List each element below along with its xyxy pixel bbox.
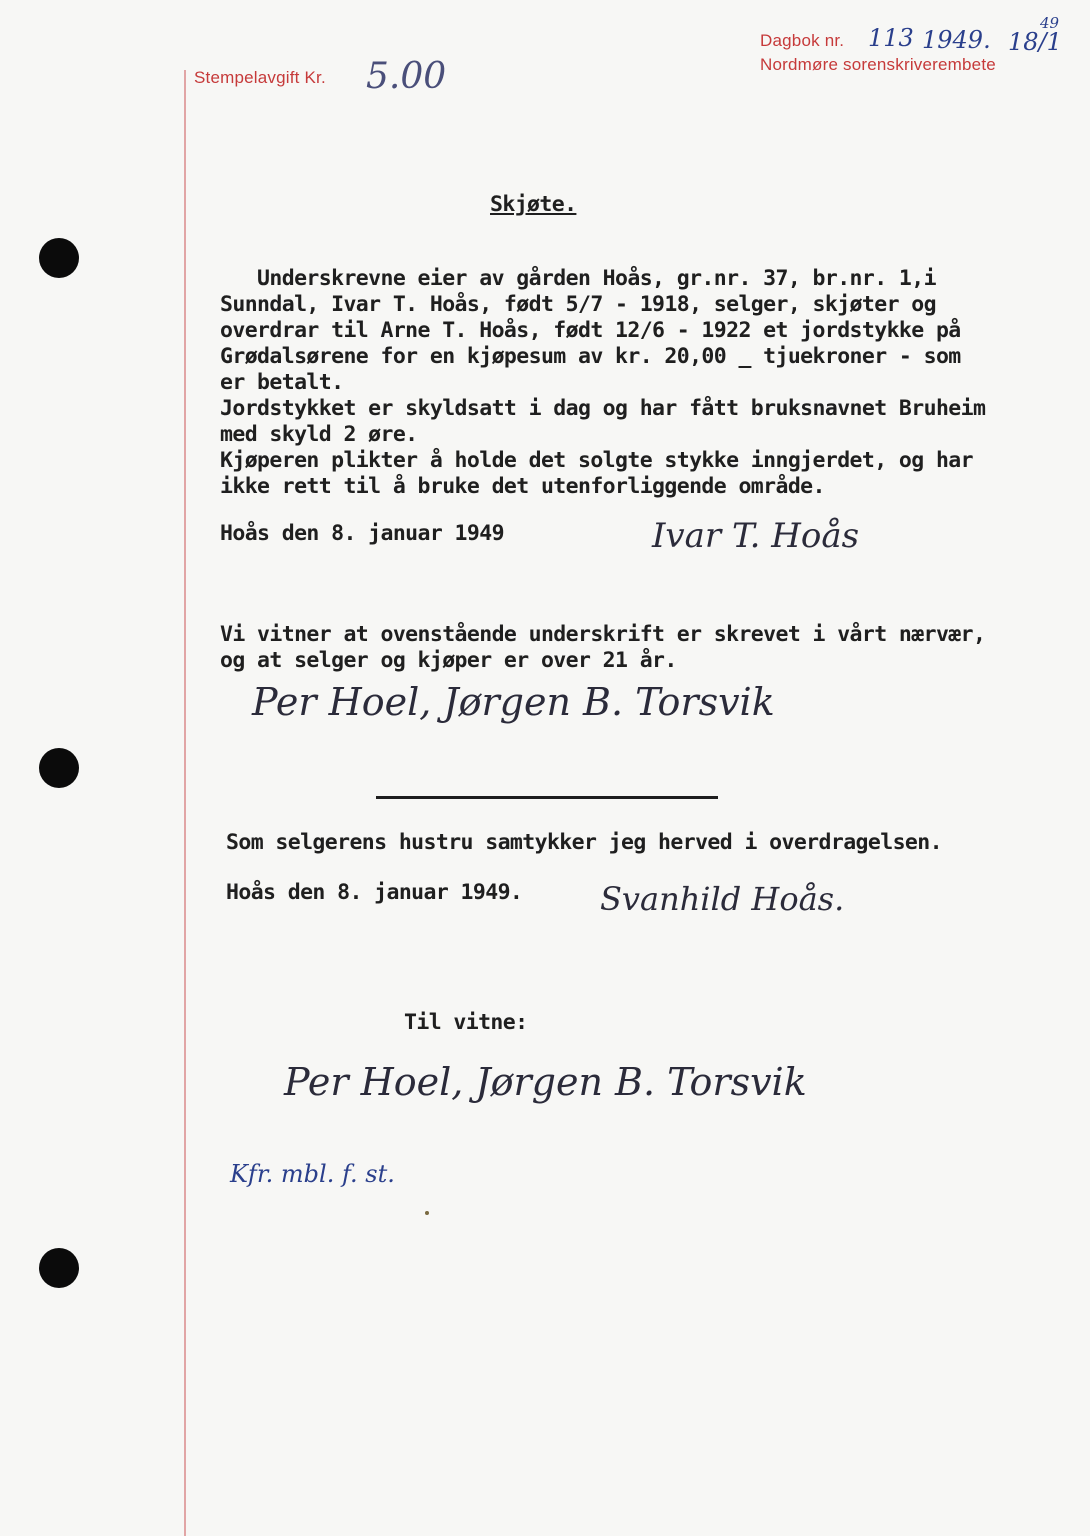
- punch-hole: [39, 1248, 79, 1288]
- stempelavgift-amount: 5.00: [366, 56, 447, 97]
- stempelavgift-label: Stempelavgift Kr.: [194, 68, 326, 87]
- punch-hole: [39, 238, 79, 278]
- place-date: Hoås den 8. januar 1949: [220, 521, 504, 546]
- registration-note: Kfr. mbl. f. st.: [230, 1160, 395, 1188]
- dagbok-extra-top: 49: [1040, 14, 1060, 32]
- consent-line: Som selgerens hustru samtykker jeg herved i overdragelsen.: [226, 830, 942, 855]
- body-line: med skyld 2 øre.: [220, 422, 418, 447]
- til-vitne-label: Til vitne:: [404, 1010, 528, 1035]
- place-date: Hoås den 8. januar 1949.: [226, 880, 523, 905]
- seller-signature: Ivar T. Hoås: [652, 516, 860, 556]
- wife-signature: Svanhild Hoås.: [600, 880, 845, 918]
- witness-signatures: Per Hoel, Jørgen B. Torsvik: [252, 680, 775, 724]
- body-line: ikke rett til å bruke det utenforliggende område.: [220, 474, 825, 499]
- witness-line: Vi vitner at ovenstående underskrift er skrevet i vårt nærvær,: [220, 622, 986, 647]
- body-line: er betalt.: [220, 370, 344, 395]
- body-line: Jordstykket er skyldsatt i dag og har fått bruksnavnet Bruheim: [220, 396, 986, 421]
- dagbok-extra: 18/1: [1008, 28, 1062, 56]
- body-line: Sunndal, Ivar T. Hoås, født 5/7 - 1918, selger, skjøter og: [220, 292, 936, 317]
- dagbok-number: 113: [868, 24, 914, 52]
- body-line: Grødalsørene for en kjøpesum av kr. 20,00 _ tjuekroner - som: [220, 344, 961, 369]
- punch-hole: [39, 748, 79, 788]
- dagbok-label: Dagbok nr.: [760, 31, 845, 50]
- witness-line: og at selger og kjøper er over 21 år.: [220, 648, 677, 673]
- body-line: Kjøperen plikter å holde det solgte stykke inngjerdet, og har: [220, 448, 973, 473]
- margin-line: [184, 70, 186, 1536]
- body-line: overdrar til Arne T. Hoås, født 12/6 - 1922 et jordstykke på: [220, 318, 961, 343]
- document-title: Skjøte.: [490, 192, 577, 217]
- witness-signatures: Per Hoel, Jørgen B. Torsvik: [284, 1060, 807, 1104]
- separator-rule: [376, 796, 718, 799]
- office-stamp: Nordmøre sorenskriverembete: [760, 55, 996, 74]
- body-line: Underskrevne eier av gården Hoås, gr.nr. 37, br.nr. 1,i: [220, 266, 936, 291]
- ink-speck: [425, 1211, 429, 1215]
- dagbok-year: 1949.: [922, 26, 991, 54]
